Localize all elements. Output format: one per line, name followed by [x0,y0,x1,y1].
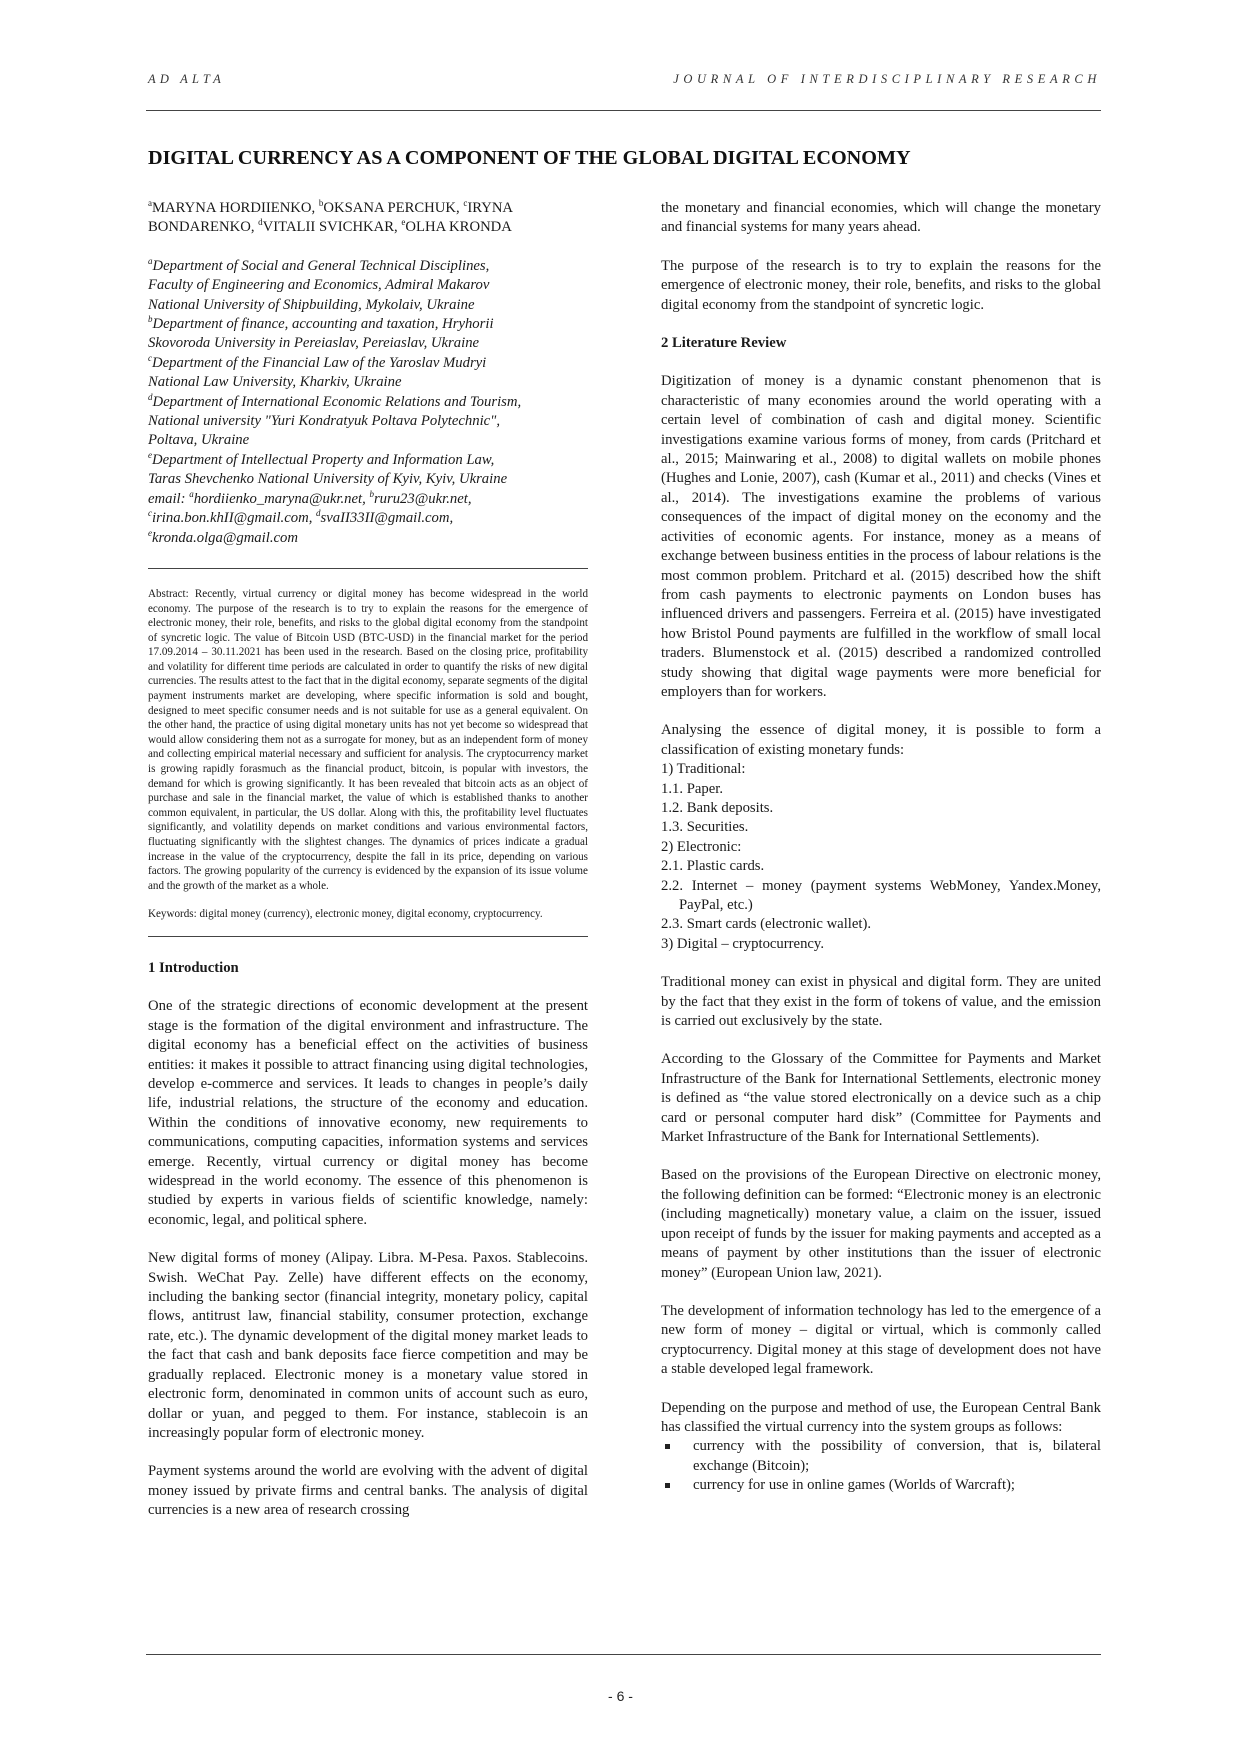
square-bullet-icon [665,1483,670,1488]
affiliation-line: $^e$Department of Intellectual Property and Information Law, [148,449,495,468]
body-paragraph: According to the Glossary of the Committee for Payments and Market Infrastructure of the Bank for International Settlements, electronic money is defined as “the value stored electronically on a device such as a chip card or personal computer hard disk” (Committee for Payments and Market Infrastructure of the Bank for International Settlements). [661,1051,1101,1146]
paper-title: DIGITAL CURRENCY AS A COMPONENT OF THE GLOBAL DIGITAL ECONOMY [148,147,911,169]
bullet-item: currency with the possibility of conversion, that is, bilateral exchange (Bitcoin); [661,1437,1101,1476]
email-link[interactable]: svaII33II@gmail.com [320,510,450,527]
list-item: 1.1. Paper. [661,780,724,797]
body-paragraph: Analysing the essence of digital money, it is possible to form a classification of existing monetary funds: [661,722,1101,758]
header-rule [146,110,1101,111]
bullet-item: currency for use in online games (Worlds of Warcraft); [661,1476,1101,1495]
list-item: 2.1. Plastic cards. [661,858,765,875]
page-number: - 6 - [608,1688,633,1704]
affiliation-sup: b [148,314,153,325]
intro-paragraph: Payment systems around the world are evolving with the advent of digital money issued by private firms and central banks. The analysis of digital currencies is a new area of research crossing [148,1463,588,1519]
affiliation-sup: e [148,449,152,460]
abstract-rule-bottom [148,936,588,937]
affiliation-line: $^a$Department of Social and General Technical Disciplines, [148,255,490,274]
classification-list [661,760,1101,954]
intro-paragraph: New digital forms of money (Alipay. Libra. M-Pesa. Paxos. Stablecoins. Swish. WeChat Pay. Zelle) have different effects on the economy, including the banking sector (financial integrity, monetary policy, capital flows, antitrust law, financial stability, consumer protection, exchange rate, etc.). The dynamic development of the digital money market leads to the fact that cash and bank deposits face fierce competition and may be gradually replaced. Electronic money is a monetary value stored in electronic form, denominated in common units of account such as euro, dollar or yuan, and pegged to them. For instance, stablecoin is an increasingly popular form of electronic money. [148,1250,588,1441]
body-paragraph: Traditional money can exist in physical and digital form. They are united by the fact that they exist in the form of tokens of value, and the emission is carried out exclusively by the state. [661,974,1101,1030]
left-column [148,199,588,1521]
author-name: MARYNA HORDIIENKO, [152,200,319,216]
author-list [148,199,588,238]
author-sup: c [463,198,468,209]
list-item: 2) Electronic: [661,838,742,855]
footer-rule [146,1654,1101,1655]
list-item: 1.3. Securities. [661,819,749,836]
list-item: 1.2. Bank deposits. [661,799,774,816]
list-item: 2.2. Internet – money (payment systems WebMoney, Yandex.Money, PayPal, etc.) [661,877,1101,913]
body-paragraph: The development of information technology has led to the emergence of a new form of money – digital or virtual, which is commonly called cryptocurrency. Digital money at this stage of development does not have a stable developed legal framework. [661,1302,1101,1378]
email-line: $^e$kronda.olga@gmail.com [148,527,298,546]
affiliation-line: $^b$Department of finance, accounting and taxation, Hryhorii [148,314,494,333]
author-name: IRYNA BONDARENKO, [148,200,513,236]
author-name: OKSANA PERCHUK, [323,200,464,216]
author-sup: d [258,217,263,228]
affiliation-line: $^c$Department of the Financial Law of the Yaroslav Mudryi [148,352,487,371]
email-link[interactable]: ruru23@ukr.net [373,490,468,507]
running-header-right: JOURNAL OF INTERDISCIPLINARY RESEARCH [673,72,1101,86]
bullet-list [661,1437,1101,1495]
body-paragraph: The purpose of the research is to try to explain the reasons for the emergence of electronic money, their role, benefits, and risks to the global digital economy from the standpoint of syncretic logic. [661,257,1101,313]
affiliation-line: Skovoroda University in Pereiaslav, Pereiaslav, Ukraine [148,335,480,352]
affiliation-sup: a [148,255,153,266]
email-link[interactable]: kronda.olga@gmail.com [152,529,298,546]
right-column [661,199,1101,1496]
affiliation-sup: c [148,352,152,363]
intro-paragraph: One of the strategic directions of economic development at the present stage is the formation of the digital environment and infrastructure. The digital economy has a beneficial effect on the activities of business entities: it makes it possible to attract financing using digital technologies, develop e-commerce and services. It leads to changes in people’s daily life, industrial relations, the structure of the economy and education. Within the conditions of innovative economy, new requirements to communications, computing capacities, information systems and services emerge. Recently, virtual currency or digital money has become widespread in the world economy. The essence of this phenomenon is studied by experts in various fields of scientific knowledge, namely: economic, legal, and political sphere. [148,998,588,1228]
email-link[interactable]: irina.bon.khII@gmail.com [152,510,309,527]
body-paragraph: Digitization of money is a dynamic constant phenomenon that is characteristic of many economies around the world operating with a certain level of combination of cash and digital money. Scientific investigations examine various forms of money, from cards (Pritchard et al., 2015; Mainwaring et al., 2008) to digital wallets on mobile phones (Hughes and Lonie, 2007), cash (Kumar et al., 2011) and checks (Vines et al., 2014). The investigations examine the problems of various consequences of the impact of digital money on the economy and the activities of economic agents. For instance, money as a means of exchange between business entities in the process of labour relations is the most common problem. Pritchard et al. (2015) described how the shift from cash payments to electronic payments on London buses has influenced drivers and passengers. Ferreira et al. (2015) have investigated how Bristol Pound payments are fulfilled in the workflow of small local traders. Blumenstock et al. (2015) described a randomized controlled study showing that digital wage payments were more beneficial for employers than for workers. [661,373,1101,700]
affiliation-line: National Law University, Kharkiv, Ukraine [148,374,402,391]
author-sup: a [148,198,152,209]
section-heading-literature-review: 2 Literature Review [661,335,787,352]
email-line: $^c$irina.bon.khII@gmail.com, $^d$svaII33II@gmail.com, [148,508,454,527]
keywords: Keywords: digital money (currency), electronic money, digital economy, cryptocurrency. [148,908,543,921]
affiliations [148,257,588,548]
list-item: 3) Digital – cryptocurrency. [661,935,824,952]
list-item: 2.3. Smart cards (electronic wallet). [661,916,872,933]
affiliation-line: National university "Yuri Kondratyuk Poltava Polytechnic", [148,413,501,430]
body-paragraph: the monetary and financial economies, which will change the monetary and financial systems for many years ahead. [661,200,1101,236]
square-bullet-icon [665,1444,670,1449]
author-sup: b [318,198,324,209]
email-link[interactable]: hordiienko_maryna@ukr.net [193,490,363,507]
affiliation-line: Poltava, Ukraine [148,432,250,449]
affiliation-line: Taras Shevchenko National University of Kyiv, Kyiv, Ukraine [148,471,508,488]
abstract-rule-top [148,568,588,569]
abstract: Abstract: Recently, virtual currency or digital money has become widespread in the world economy. The purpose of the research is to try to explain the reasons for the emergence of electronic money, their role, benefits, and risks to the global digital economy from the standpoint of syncretic logic. The value of Bitcoin USD (BTC-USD) in the financial market for the period 17.09.2014 – 30.11.2021 has been used in the research. Based on the closing price, profitability and volatility for different time periods are calculated in order to quantify the risks of new digital currencies. The results attest to the fact that in the digital economy, separate segments of the digital payment instruments market are developing, where specific information is sold and bought, designed to meet specific consumer needs and is not suitable for use as a general equivalent. On the other hand, the practice of using digital monetary units has not yet become so widespread that would allow considering them not as a surrogate for money, but as an independent form of money and collecting empirical material necessary and sufficient for analysis. The cryptocurrency market is growing rapidly forasmuch as the financial product, bitcoin, is popular with investors, the demand for which is growing significantly. It has been revealed that bitcoin acts as an object of purchase and sale in the financial market, the value of which is established thanks to another common equivalent, in particular, the US dollar. Along with this, the profitability level fluctuates significantly, and volatility depends on market conditions and various environmental factors, fluctuating significantly with the slightest changes. The dynamics of prices indicate a gradual increase in the value of the cryptocurrency, despite the fall in its price, depending on various factors. The growing popularity of the currency is evidenced by the expansion of its issue volume and the growth of the market as a whole. [148,587,588,892]
author-sup: e [401,217,406,228]
author-name: VITALII SVICHKAR, [262,219,402,236]
email-line: email: $^a$hordiienko_maryna@ukr.net, $^b$ruru23@ukr.net, [148,488,472,507]
author-name: OLHA KRONDA [405,219,512,236]
section-heading-introduction: 1 Introduction [148,959,239,976]
body-paragraph: Depending on the purpose and method of use, the European Central Bank has classified the virtual currency into the system groups as follows: [661,1399,1101,1435]
body-paragraph: Based on the provisions of the European Directive on electronic money, the following definition can be formed: “Electronic money is an electronic (including magnetically) monetary value, a claim on the issuer, issued upon receipt of funds by the issuer for making payments and accepted as a means of payment by other institutions than the issuer of electronic money” (European Union law, 2021). [661,1167,1101,1281]
affiliation-line: National University of Shipbuilding, Mykolaiv, Ukraine [148,296,475,313]
list-item: 1) Traditional: [661,761,746,778]
affiliation-line: Faculty of Engineering and Economics, Admiral Makarov [148,277,490,294]
affiliation-line: $^d$Department of International Economic Relations and Tourism, [148,391,522,410]
running-header-left: AD ALTA [148,72,225,86]
affiliation-sup: d [148,391,153,402]
